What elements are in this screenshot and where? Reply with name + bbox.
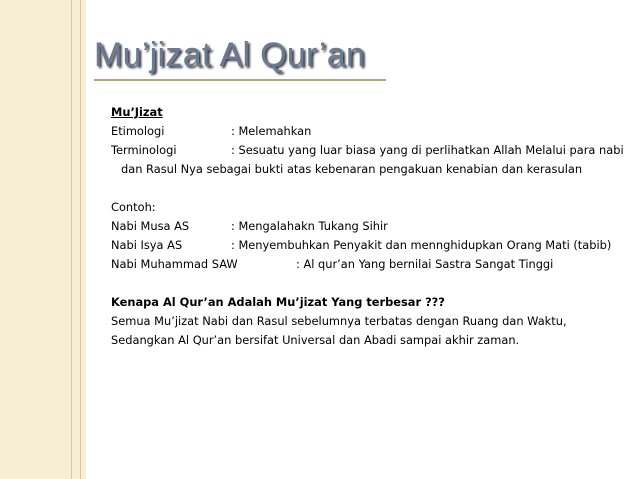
spacer xyxy=(111,274,631,293)
example-value: : Al qur’an Yang bernilai Sastra Sangat Tinggi xyxy=(296,257,554,271)
example-label: Nabi Musa AS xyxy=(111,219,190,233)
etimologi-label: Etimologi xyxy=(111,124,165,138)
terminologi-continuation: dan Rasul Nya sebagai bukti atas kebenaran pengakuan kenabian dan kerasulan xyxy=(121,162,583,176)
question-heading: Kenapa Al Qur’an Adalah Mu’jizat Yang terbesar ??? xyxy=(111,295,445,309)
terminologi-row xyxy=(111,141,631,160)
vertical-rule xyxy=(80,0,81,479)
examples-heading: Contoh: xyxy=(111,200,156,214)
terminologi-label: Terminologi xyxy=(111,143,177,157)
etimologi-value: : Melemahkan xyxy=(231,124,312,138)
definition-heading: Mu’Jizat xyxy=(111,105,163,119)
example-row xyxy=(111,255,631,274)
answer-line: Sedangkan Al Qur’an bersifat Universal dan Abadi sampai akhir zaman. xyxy=(111,333,520,347)
terminologi-value: : Sesuatu yang luar biasa yang di perlihatkan Allah Melalui para nabi xyxy=(231,143,624,157)
example-value: : Mengalahakn Tukang Sihir xyxy=(231,219,388,233)
example-value: : Menyembuhkan Penyakit dan mennghidupkan Orang Mati (tabib) xyxy=(231,238,612,252)
title-underline xyxy=(94,79,386,81)
slide-title: Mu’jizat Al Qur’an xyxy=(94,36,366,74)
left-decorative-panel xyxy=(0,0,86,479)
spacer xyxy=(111,179,631,198)
etimologi-row xyxy=(111,122,631,141)
example-row xyxy=(111,236,631,255)
example-row xyxy=(111,217,631,236)
example-label: Nabi Isya AS xyxy=(111,238,183,252)
vertical-rule xyxy=(71,0,72,479)
example-label: Nabi Muhammad SAW xyxy=(111,257,238,271)
answer-line: Semua Mu’jizat Nabi dan Rasul sebelumnya terbatas dengan Ruang dan Waktu, xyxy=(111,314,567,328)
slide-body xyxy=(111,103,631,350)
